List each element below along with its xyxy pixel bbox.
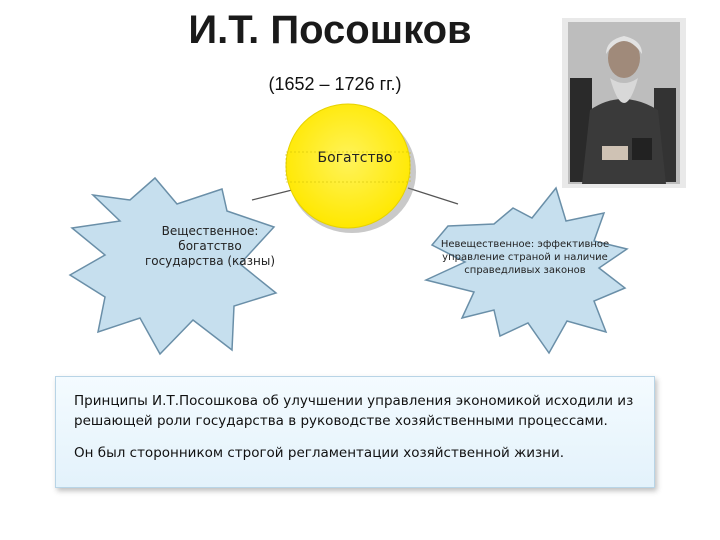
info-paragraph-regulation: Он был сторонником строгой регламентации хозяйственной жизни. (74, 445, 565, 461)
connector-right (408, 188, 458, 204)
info-paragraph-principles: Принципы И.Т.Посошкова об улучшении управления экономикой исходили из решающей роли государства в руководстве хозяйственными процессами. (74, 393, 634, 429)
page-title: И.Т. Посошков (188, 8, 472, 52)
life-years: (1652 – 1726 гг.) (268, 74, 402, 94)
wealth-label: Богатство (317, 150, 393, 166)
immaterial-wealth-label: Невещественное: эффективное управление страной и наличие справедливых законов (440, 239, 610, 276)
material-wealth-label: Вещественное: богатство государства (казны) (144, 224, 276, 268)
wealth-circle (286, 104, 410, 228)
info-box (55, 376, 655, 488)
